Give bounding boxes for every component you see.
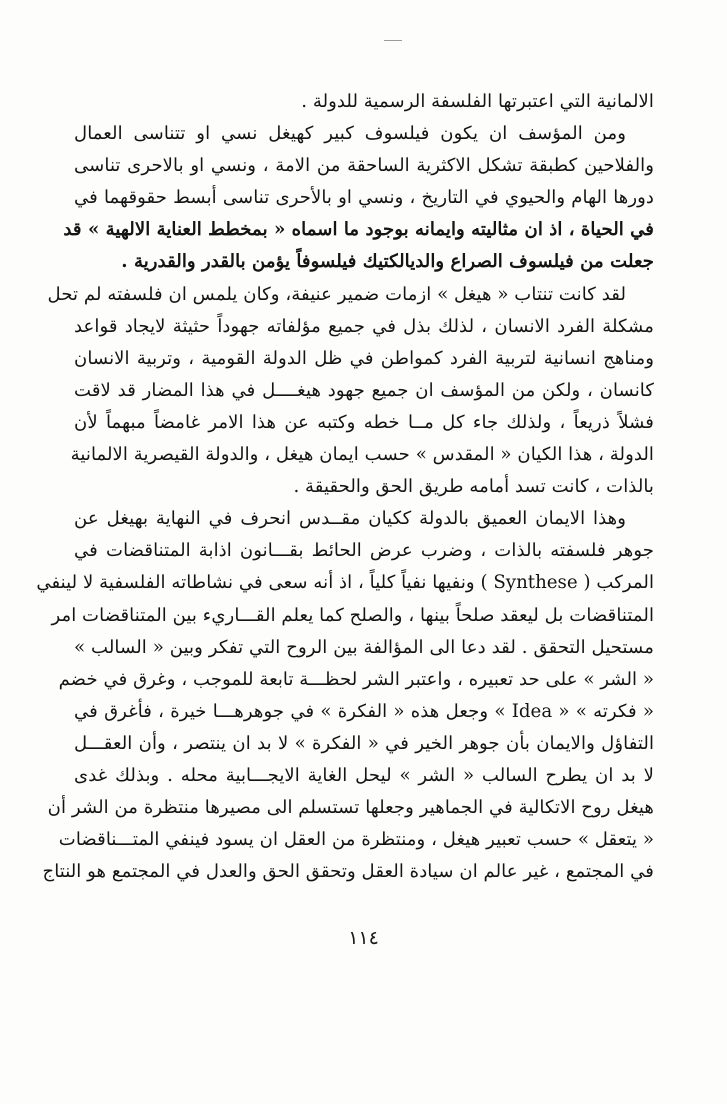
text-line: كانسان ، ولكن من المؤسف ان جميع جهود هيغــــل في هذا المضار قد لاقت <box>74 379 654 401</box>
paragraph <box>63 118 654 278</box>
text-line: في الحياة ، اذ ان مثاليته وايمانه بوجود ما اسماه « بمخطط العناية الالهية » قد <box>63 219 654 241</box>
text-line: ومن المؤسف ان يكون فيلسوف كبير كهيغل نسي او تتناسى العمال <box>74 123 626 145</box>
text-line: لا بد ان يطرح السالب « الشر » ليحل الغاية الايجـــابية محله . وبذلك غدى <box>74 764 654 786</box>
text-line: المتناقضات بل ليعقد صلحاً بينها ، والصلح كما يعلم القـــاريء بين المتناقضات امر <box>51 604 654 626</box>
paragraph <box>36 503 654 888</box>
text-line: المركب ( Synthese ) ونفيها نفياً كلياً ، اذ أنه سعى في نشاطاته الفلسفية لا لينفي <box>36 572 654 594</box>
paragraph <box>74 86 654 118</box>
text-line: بالذات ، كانت تسد أمامه طريق الحق والحقيقة . <box>293 476 654 498</box>
text-line: ومناهج انسانية لتربية الفرد كمواطن في ظل الدولة القومية ، وتربية الانسان <box>74 347 654 369</box>
text-line: مستحيل التحقق . لقد دعا الى المؤالفة بين الروح التي تفكر وبين « السالب » <box>74 636 654 658</box>
text-line: والفلاحين كطبقة تشكل الاكثرية الساحقة من الامة ، ونسي او بالاحرى تناسى <box>74 155 654 177</box>
text-line: في المجتمع ، غير عالم ان سيادة العقل وتحقق الحق والعدل في المجتمع هو النتاج <box>42 861 654 883</box>
text-line: دورها الهام والحيوي في التاريخ ، ونسي او بالأحرى تناسى أبسط حقوقهما في <box>74 187 654 209</box>
text-line: جعلت من فيلسوف الصراع والديالكتيك فيلسوفاً يؤمن بالقدر والقدرية . <box>121 251 654 273</box>
text-line: مشكلة الفرد الانسان ، لذلك بذل في جميع مؤلفاته جهوداً حثيثة لايجاد قواعد <box>74 315 654 337</box>
text-line: الدولة ، هذا الكيان « المقدس » حسب ايمان هيغل ، والدولة القيصرية الالمانية <box>70 444 654 466</box>
text-line: هيغل روح الاتكالية في الجماهير وجعلها تستسلم الى مصيرها منتظرة من الشر أن <box>47 797 654 819</box>
text-line: « الشر » على حد تعبيره ، واعتبر الشر لحظـــة تابعة للموجب ، وغرق في خضم <box>58 668 654 690</box>
paragraph <box>47 279 654 504</box>
text-line: لقد كانت تنتاب « هيغل » ازمات ضمير عنيفة، وكان يلمس ان فلسفته لم تحل <box>47 283 626 305</box>
top-mark <box>384 40 402 41</box>
text-line: « فكرته » « Idea » وجعل هذه « الفكرة » في جوهرهـــا خيرة ، فأغرق في <box>74 700 654 722</box>
text-line: « يتعقل » حسب تعبير هيغل ، ومنتظرة من العقل ان يسود فينفي المتـــناقضات <box>58 829 654 851</box>
text-line: جوهر فلسفته بالذات ، وضرب عرض الحائط بقـــانون اذابة المتناقضات في <box>74 540 654 562</box>
text-line: التفاؤل والايمان بأن جوهر الخير في « الفكرة » لا بد ان ينتصر ، وأن العقـــل <box>74 732 654 754</box>
body-text <box>36 86 654 888</box>
text-line: الالمانية التي اعتبرتها الفلسفة الرسمية للدولة . <box>301 91 654 112</box>
text-line: وهذا الايمان العميق بالدولة ككيان مقــدس انحرف في النهاية بهيغل عن <box>74 508 626 530</box>
text-line: فشلاً ذريعاً ، ولذلك جاء كل مــا خطه وكتبه عن هذا الامر غامضاً مبهماً لأن <box>74 411 654 433</box>
page-number: ١١٤ <box>348 927 379 949</box>
